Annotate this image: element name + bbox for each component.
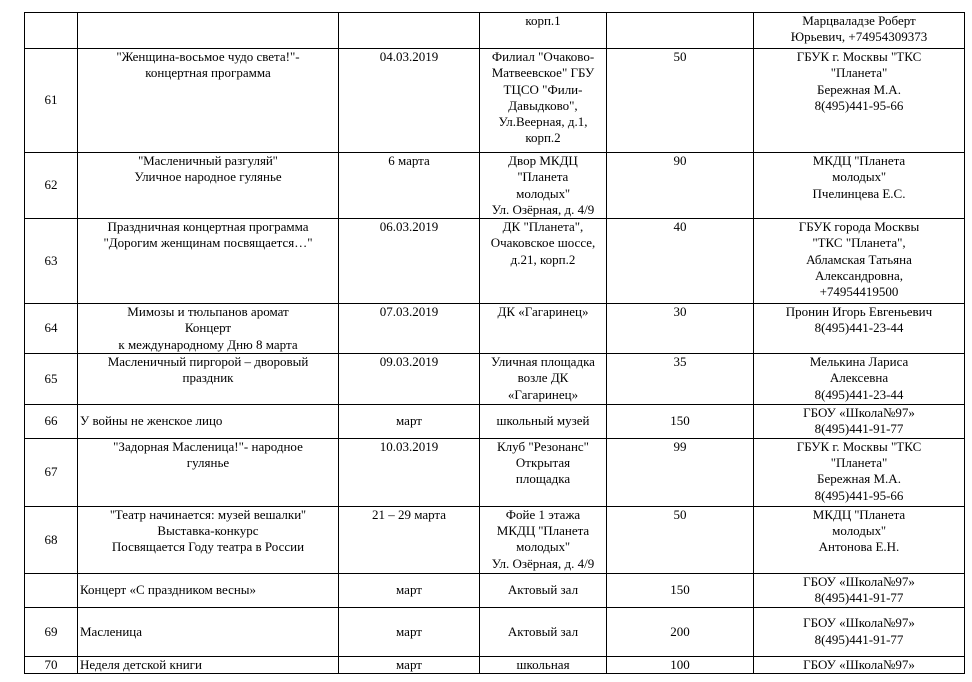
participants-count-cell: 50 <box>607 49 754 153</box>
event-place-cell: Уличная площадка возле ДК «Гагаринец» <box>480 354 607 405</box>
participants-count-cell: 99 <box>607 438 754 506</box>
row-number-cell: 63 <box>25 219 78 304</box>
participants-count-cell: 40 <box>607 219 754 304</box>
organizer-cell: Мелькина Лариса Алексевна 8(495)441-23-44 <box>754 354 965 405</box>
event-place-cell: Фойе 1 этажа МКДЦ ''Планета молодых'' Ул. Озёрная, д. 4/9 <box>480 506 607 573</box>
participants-count-cell: 150 <box>607 405 754 439</box>
event-date-cell: март <box>339 573 480 607</box>
event-name-cell: ''Театр начинается: музей вешалки'' Выставка-конкурс Посвящается Году театра в России <box>78 506 339 573</box>
event-date-cell: март <box>339 656 480 673</box>
organizer-cell: ГБОУ «Школа№97» 8(495)441-91-77 <box>754 607 965 656</box>
event-place-cell: ДК "Планета", Очаковское шоссе, д.21, корп.2 <box>480 219 607 304</box>
row-number-cell: 69 <box>25 607 78 656</box>
table-row <box>25 405 965 439</box>
table-row <box>25 153 965 219</box>
table-row <box>25 354 965 405</box>
event-date-cell: 21 – 29 марта <box>339 506 480 573</box>
row-number-cell: 61 <box>25 49 78 153</box>
event-place-cell: Клуб "Резонанс" Открытая площадка <box>480 438 607 506</box>
event-place-cell: Актовый зал <box>480 607 607 656</box>
event-place-cell: корп.1 <box>480 13 607 49</box>
event-place-cell: Актовый зал <box>480 573 607 607</box>
event-date-cell: 09.03.2019 <box>339 354 480 405</box>
event-name-cell: Концерт «С праздником весны» <box>78 573 339 607</box>
event-name-cell: Масленица <box>78 607 339 656</box>
row-number-cell <box>25 573 78 607</box>
event-date-cell <box>339 13 480 49</box>
event-name-cell: Неделя детской книги <box>78 656 339 673</box>
row-number-cell <box>25 13 78 49</box>
event-name-cell <box>78 13 339 49</box>
event-place-cell: ДК «Гагаринец» <box>480 304 607 354</box>
organizer-cell: ГБУК г. Москвы "ТКС "Планета" Бережная М.А. 8(495)441-95-66 <box>754 438 965 506</box>
event-date-cell: март <box>339 607 480 656</box>
organizer-cell: ГБОУ «Школа№97» <box>754 656 965 673</box>
organizer-cell: МКДЦ ''Планета молодых'' Антонова Е.Н. <box>754 506 965 573</box>
participants-count-cell: 100 <box>607 656 754 673</box>
organizer-cell: ГБОУ «Школа№97» 8(495)441-91-77 <box>754 573 965 607</box>
organizer-cell: Марцвaлaдзе Роберт Юрьевич, +74954309373 <box>754 13 965 49</box>
event-date-cell: 10.03.2019 <box>339 438 480 506</box>
event-name-cell: "Задорная Масленица!"- народное гулянье <box>78 438 339 506</box>
participants-count-cell: 50 <box>607 506 754 573</box>
event-date-cell: 06.03.2019 <box>339 219 480 304</box>
event-name-cell: Мимозы и тюльпанов аромат Концерт к международному Дню 8 марта <box>78 304 339 354</box>
event-name-cell: Праздничная концертная программа "Дорогим женщинам посвящается…" <box>78 219 339 304</box>
event-place-cell: школьная <box>480 656 607 673</box>
event-place-cell: Филиал "Очаково- Матвеевское" ГБУ ТЦСО "Фили- Давыдково", Ул.Веерная, д.1, корп.2 <box>480 49 607 153</box>
participants-count-cell: 90 <box>607 153 754 219</box>
table-row <box>25 13 965 49</box>
table-row <box>25 656 965 673</box>
event-name-cell: ''Масленичный разгуляй'' Уличное народное гулянье <box>78 153 339 219</box>
organizer-cell: ГБУК г. Москвы "ТКС "Планета" Бережная М.А. 8(495)441-95-66 <box>754 49 965 153</box>
table-row <box>25 49 965 153</box>
row-number-cell: 65 <box>25 354 78 405</box>
event-name-cell: "Женщина-восьмое чудо света!"- концертная программа <box>78 49 339 153</box>
event-date-cell: 04.03.2019 <box>339 49 480 153</box>
row-number-cell: 68 <box>25 506 78 573</box>
table-row <box>25 438 965 506</box>
organizer-cell: МКДЦ ''Планета молодых'' Пчелинцева Е.С. <box>754 153 965 219</box>
row-number-cell: 70 <box>25 656 78 673</box>
table-row <box>25 573 965 607</box>
participants-count-cell: 30 <box>607 304 754 354</box>
participants-count-cell: 200 <box>607 607 754 656</box>
row-number-cell: 66 <box>25 405 78 439</box>
participants-count-cell: 150 <box>607 573 754 607</box>
row-number-cell: 67 <box>25 438 78 506</box>
event-date-cell: 07.03.2019 <box>339 304 480 354</box>
row-number-cell: 64 <box>25 304 78 354</box>
participants-count-cell: 35 <box>607 354 754 405</box>
table-row <box>25 219 965 304</box>
events-table-body <box>25 13 965 674</box>
table-row <box>25 304 965 354</box>
event-name-cell: Масленичный пиргорой – дворовый праздник <box>78 354 339 405</box>
event-place-cell: школьный музей <box>480 405 607 439</box>
organizer-cell: Пронин Игорь Евгеньевич 8(495)441-23-44 <box>754 304 965 354</box>
event-date-cell: 6 марта <box>339 153 480 219</box>
event-place-cell: Двор МКДЦ ''Планета молодых'' Ул. Озёрная, д. 4/9 <box>480 153 607 219</box>
row-number-cell: 62 <box>25 153 78 219</box>
participants-count-cell <box>607 13 754 49</box>
event-name-cell: У войны не женское лицо <box>78 405 339 439</box>
table-row <box>25 506 965 573</box>
organizer-cell: ГБУК города Москвы "ТКС "Планета", Абламская Татьяна Александровна, +74954419500 <box>754 219 965 304</box>
event-date-cell: март <box>339 405 480 439</box>
organizer-cell: ГБОУ «Школа№97» 8(495)441-91-77 <box>754 405 965 439</box>
events-table <box>24 12 965 674</box>
table-row <box>25 607 965 656</box>
